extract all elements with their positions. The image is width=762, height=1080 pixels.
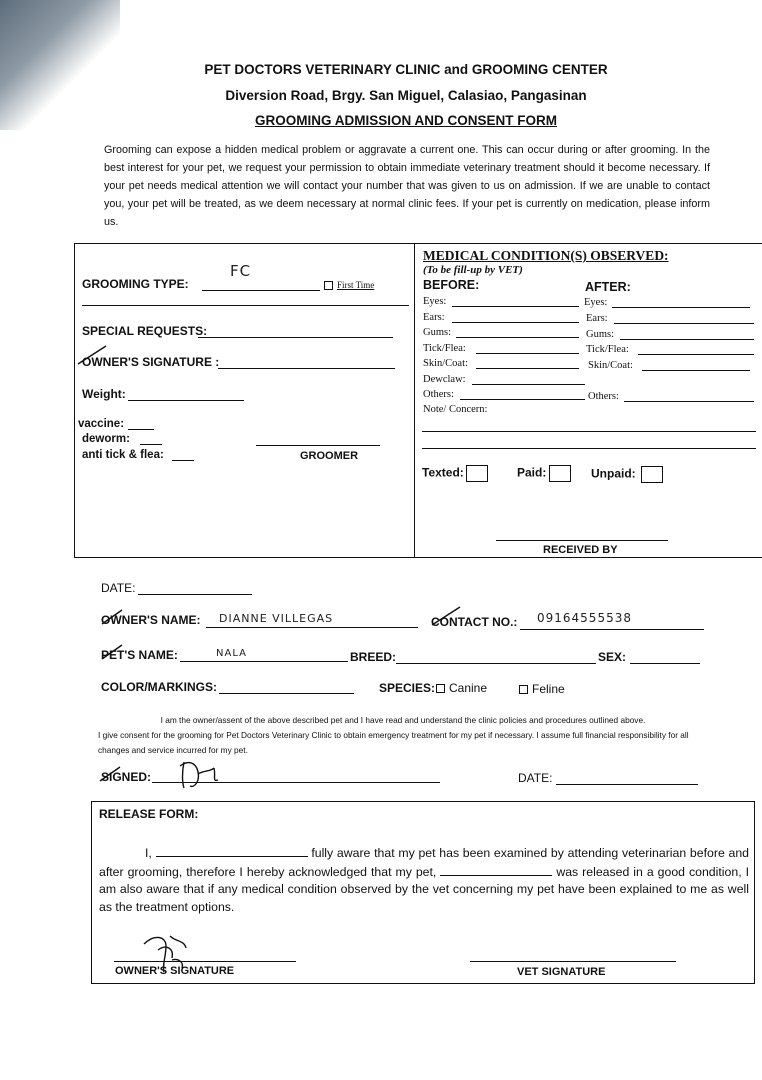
before-skincoat-label: Skin/Coat:	[423, 358, 468, 369]
special-requests-label: SPECIAL REQUESTS:	[82, 324, 208, 338]
groomer-label: GROOMER	[300, 450, 359, 462]
owner-signature-label: OWNER'S SIGNATURE :	[82, 355, 220, 369]
before-gums-label: Gums:	[423, 327, 452, 338]
texted-checkbox[interactable]	[466, 465, 488, 482]
texted-option[interactable]	[422, 465, 488, 482]
canine-checkbox[interactable]	[436, 684, 445, 693]
unpaid-label: Unpaid:	[591, 466, 636, 481]
grooming-type-label: GROOMING TYPE:	[82, 277, 189, 291]
first-time-label: First Time	[337, 280, 375, 290]
color-markings-field[interactable]	[219, 693, 354, 694]
release-text-end: was released in a good condition, I am also aware that if any medical condition observed by the vet concerning my pet have been explained to me as well as the treatment options.	[99, 864, 750, 914]
after-skincoat-field[interactable]	[642, 370, 750, 371]
vet-signature-line[interactable]	[470, 961, 676, 962]
signed-date-field[interactable]	[556, 784, 698, 785]
unpaid-checkbox[interactable]	[641, 466, 663, 483]
release-pet-field[interactable]	[440, 863, 552, 876]
owner-name-field[interactable]	[206, 627, 418, 628]
owner-name-value: DIANNE VILLEGAS	[219, 612, 334, 625]
note-concern-label: Note/ Concern:	[423, 404, 488, 415]
form-title: GROOMING ADMISSION AND CONSENT FORM	[255, 113, 557, 128]
pet-name-field[interactable]	[180, 661, 348, 662]
weight-field[interactable]	[128, 400, 244, 401]
contact-field[interactable]	[520, 629, 704, 630]
deworm-label: deworm:	[82, 433, 130, 445]
unpaid-option[interactable]	[591, 466, 663, 483]
owner-signature-scribble	[176, 756, 224, 790]
vet-signature-label: VET SIGNATURE	[517, 966, 606, 978]
paid-checkbox[interactable]	[549, 465, 571, 482]
feline-checkbox[interactable]	[519, 685, 528, 694]
consent-line-1: I am the owner/assent of the above described pet and I have read and understand the clinic policies and procedures outlined above.	[160, 715, 646, 725]
before-ears-label: Ears:	[423, 312, 445, 323]
pet-name-check-mark	[98, 639, 128, 663]
species-feline-option[interactable]	[519, 682, 565, 696]
paid-option[interactable]	[517, 465, 571, 482]
before-tickflea-field[interactable]	[476, 353, 579, 354]
owner-sig-check-mark	[74, 342, 114, 370]
first-time-checkbox[interactable]	[324, 281, 333, 290]
before-label: BEFORE:	[423, 278, 480, 292]
grooming-type-field[interactable]	[202, 290, 320, 291]
anti-tick-label: anti tick & flea:	[82, 449, 164, 461]
contact-label: CONTACT NO.:	[431, 615, 518, 629]
species-canine-option[interactable]	[436, 681, 487, 695]
owner-release-signature-line[interactable]	[114, 961, 296, 962]
sex-label: SEX:	[598, 650, 627, 664]
signed-check-mark	[96, 763, 126, 785]
owner-release-signature-label: OWNER'S SIGNATURE	[115, 965, 235, 977]
contact-check-mark	[428, 603, 464, 629]
vaccine-field[interactable]	[128, 429, 154, 430]
texted-label: Texted:	[422, 465, 464, 480]
before-eyes-field[interactable]	[452, 306, 579, 307]
before-others-label: Others:	[423, 389, 454, 400]
color-markings-label: COLOR/MARKINGS:	[101, 680, 217, 694]
anti-tick-field[interactable]	[172, 460, 194, 461]
medical-title: MEDICAL CONDITION(S) OBSERVED:	[423, 248, 669, 263]
medical-subtitle: (To be fill-up by VET)	[423, 264, 523, 276]
before-gums-field[interactable]	[456, 337, 579, 338]
release-text-mid: fully aware that my pet has been examined by attending veterinarian before and after grooming, therefore I hereby acknowledged that my pet,	[99, 846, 750, 879]
before-others-field[interactable]	[460, 399, 585, 400]
breed-field[interactable]	[396, 663, 596, 664]
pet-name-value: NALA	[216, 648, 247, 659]
received-by-label: RECEIVED BY	[543, 544, 618, 556]
contact-value: 09164555538	[537, 611, 632, 625]
signed-date-label: DATE:	[518, 771, 553, 785]
after-others-label: Others:	[588, 391, 619, 402]
owner-name-label: OWNER'S NAME:	[101, 613, 201, 627]
after-skincoat-label: Skin/Coat:	[588, 360, 633, 371]
after-label: AFTER:	[585, 280, 631, 294]
first-time-option[interactable]	[324, 280, 374, 290]
sex-field[interactable]	[630, 663, 700, 664]
after-eyes-field[interactable]	[612, 307, 750, 308]
release-title: RELEASE FORM:	[99, 807, 199, 821]
date-field[interactable]	[138, 594, 252, 595]
before-ears-field[interactable]	[452, 322, 579, 323]
release-text-start: I,	[145, 846, 152, 860]
paid-label: Paid:	[517, 465, 547, 480]
before-tickflea-label: Tick/Flea:	[423, 343, 466, 354]
owner-name-check-mark	[98, 604, 128, 628]
owner-signature-field[interactable]	[218, 368, 395, 369]
clinic-name: PET DOCTORS VETERINARY CLINIC and GROOMING CENTER	[204, 62, 608, 77]
note-line-2[interactable]	[422, 448, 756, 449]
breed-label: BREED:	[350, 650, 397, 664]
special-requests-field[interactable]	[198, 337, 393, 338]
vaccine-label: vaccine:	[78, 418, 125, 430]
feline-label: Feline	[532, 682, 565, 696]
before-skincoat-field[interactable]	[476, 368, 579, 369]
after-others-field[interactable]	[624, 401, 754, 402]
intro-paragraph: Grooming can expose a hidden medical problem or aggravate a current one. This can occur during or after grooming. In the best interest for your pet, we request your permission to obtain immediate veterinary treatment should it become necessary. If your pet needs medical attention we will contact your number that was given to us on admission. If we are unable to contact you, your pet will be treated, as we deem necessary at normal clinic fees. If your pet is currently on medication, please inform us.	[104, 144, 710, 228]
before-eyes-label: Eyes:	[423, 296, 447, 307]
signed-label: SIGNED:	[101, 770, 152, 784]
note-line-1[interactable]	[422, 431, 756, 432]
after-tickflea-label: Tick/Flea:	[586, 344, 629, 355]
deworm-field[interactable]	[140, 444, 162, 445]
before-dewclaw-label: Dewclaw:	[423, 374, 466, 385]
pet-name-label: PET'S NAME:	[101, 648, 178, 662]
after-eyes-label: Eyes:	[584, 297, 608, 308]
after-gums-label: Gums:	[586, 329, 615, 340]
grooming-type-value: FC	[230, 262, 252, 280]
weight-label: Weight:	[82, 387, 126, 401]
groomer-signature-line[interactable]	[256, 445, 380, 446]
after-tickflea-field[interactable]	[638, 354, 754, 355]
before-dewclaw-field[interactable]	[472, 384, 585, 385]
received-by-line[interactable]	[496, 540, 668, 541]
clinic-address: Diversion Road, Brgy. San Miguel, Calasiao, Pangasinan	[225, 88, 587, 103]
consent-line-2: I give consent for the grooming for Pet Doctors Veterinary Clinic to obtain emergency treatment for my pet if necessary. I assume full financial responsibility for all changes and service incurred for my pet.	[98, 730, 689, 755]
grooming-extra-line[interactable]	[82, 305, 409, 306]
release-paragraph	[99, 844, 749, 916]
box-divider	[414, 244, 415, 557]
after-ears-field[interactable]	[614, 323, 754, 324]
after-ears-label: Ears:	[586, 313, 608, 324]
date-label: DATE:	[101, 581, 136, 595]
species-label: SPECIES:	[379, 681, 436, 695]
canine-label: Canine	[449, 681, 488, 695]
release-name-field[interactable]	[156, 844, 308, 857]
after-gums-field[interactable]	[620, 339, 754, 340]
